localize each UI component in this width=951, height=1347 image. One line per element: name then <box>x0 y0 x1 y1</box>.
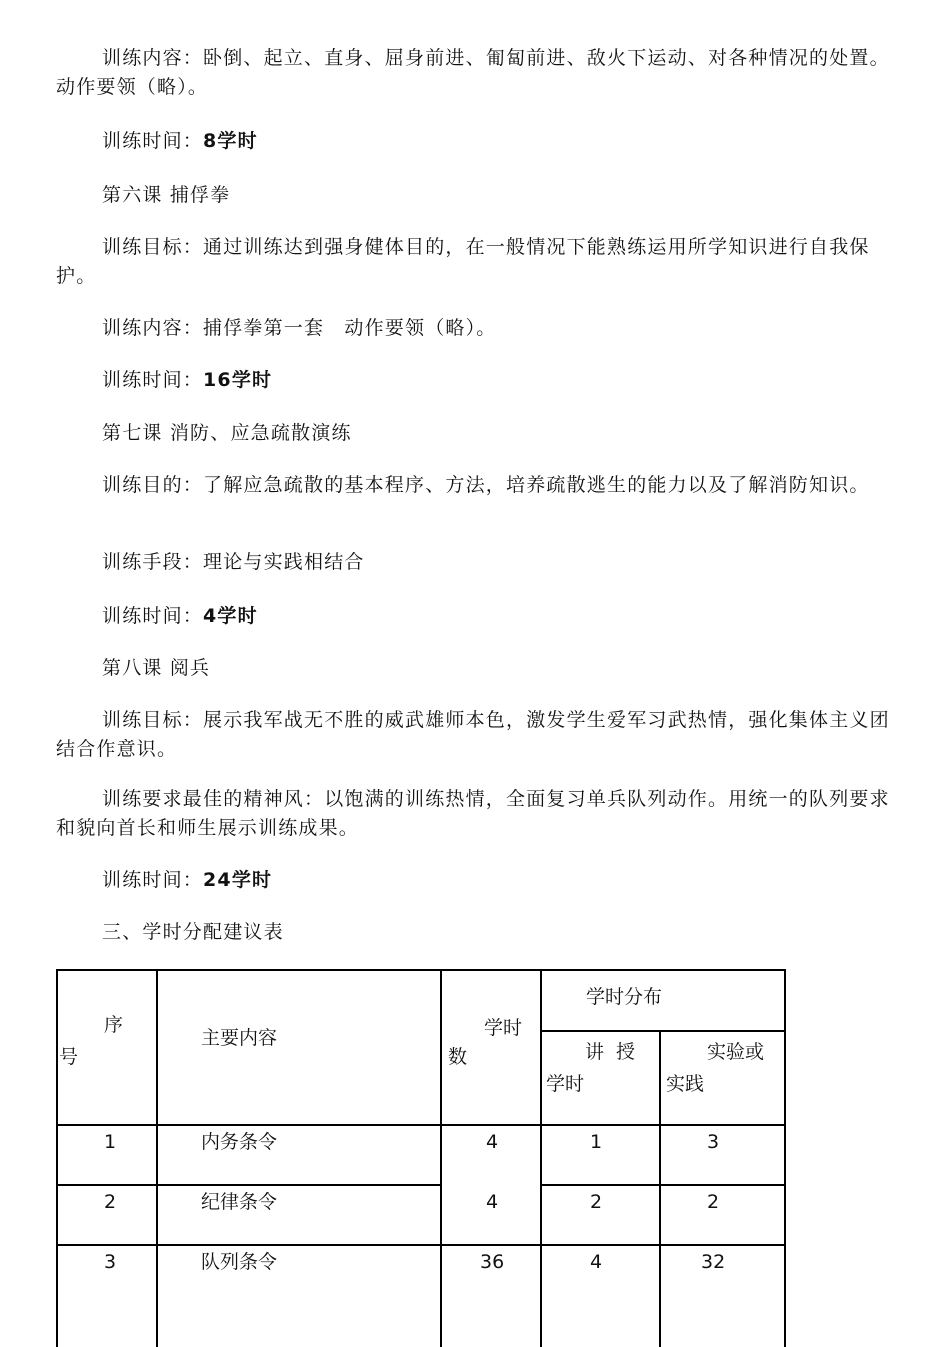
paragraph-training-content-6 <box>56 314 896 343</box>
table-border-top <box>56 969 786 971</box>
header-content: 主要内容 <box>201 1027 278 1049</box>
lesson-7-title <box>56 419 896 448</box>
time-value: 24学时 <box>203 869 273 891</box>
paragraph-training-time-6 <box>56 366 896 395</box>
table-col-divider <box>540 969 542 1347</box>
paragraph-text: 训练内容：卧倒、起立、直身、屈身前进、匍匐前进、敌火下运动、对各种情况的处置。动作要领（略）。 <box>56 47 890 98</box>
paragraph-text: 训练手段：理论与实践相结合 <box>102 551 365 573</box>
header-hours-line1: 学时 <box>484 1017 523 1039</box>
paragraph-text: 训练目标：展示我军战无不胜的威武雄师本色，激发学生爱军习武热情，强化集体主义团结合作意识。 <box>56 709 890 760</box>
header-hours-line2: 数 <box>448 1046 468 1068</box>
paragraph-training-purpose-7 <box>56 471 896 500</box>
table-row-line <box>56 1244 786 1246</box>
row-2-seq: 2 <box>104 1191 117 1213</box>
hours-allocation-table <box>56 969 786 1347</box>
row-2-hours: 4 <box>486 1191 499 1213</box>
row-3-practice: 32 <box>701 1251 726 1273</box>
header-lecture-line1: 讲 授 <box>585 1041 636 1063</box>
paragraph-training-means-7 <box>56 548 896 577</box>
lesson-6-title <box>56 181 896 210</box>
header-practice-line2: 实践 <box>666 1073 705 1095</box>
paragraph-training-time-7 <box>56 602 896 631</box>
row-3-seq: 3 <box>104 1251 117 1273</box>
time-value: 8学时 <box>203 130 258 152</box>
table-col-divider <box>659 1030 661 1347</box>
time-value: 4学时 <box>203 605 258 627</box>
row-3-hours: 36 <box>480 1251 505 1273</box>
paragraph-training-requirement-8 <box>56 785 896 843</box>
row-2-practice: 2 <box>707 1191 720 1213</box>
row-3-lecture: 4 <box>590 1251 603 1273</box>
header-seq-line1: 序 <box>104 1014 124 1036</box>
time-label: 训练时间： <box>102 605 204 627</box>
row-1-content: 内务条令 <box>201 1131 278 1153</box>
time-label: 训练时间： <box>102 369 204 391</box>
table-border-left <box>56 969 58 1347</box>
paragraph-training-time-8 <box>56 866 896 895</box>
table-col-divider <box>440 969 442 1347</box>
table-header-bottom-line <box>56 1124 786 1126</box>
lesson-title-text: 第六课 捕俘拳 <box>102 184 231 206</box>
header-hours-distribution: 学时分布 <box>586 986 663 1008</box>
paragraph-text: 训练要求最佳的精神风：以饱满的训练热情，全面复习单兵队列动作。用统一的队列要求和貌向首长和师生展示训练成果。 <box>56 788 890 839</box>
paragraph-training-content-1 <box>56 44 896 102</box>
lesson-title-text: 第七课 消防、应急疏散演练 <box>102 422 352 444</box>
paragraph-text: 训练内容：捕俘拳第一套 动作要领（略）。 <box>102 317 497 339</box>
lesson-8-title <box>56 654 896 683</box>
time-label: 训练时间： <box>102 130 204 152</box>
table-subheader-line <box>540 1030 786 1032</box>
paragraph-training-goal-8 <box>56 706 896 764</box>
row-3-content: 队列条令 <box>201 1251 278 1273</box>
row-1-seq: 1 <box>104 1131 117 1153</box>
section-heading-text: 三、学时分配建议表 <box>102 921 284 943</box>
row-1-lecture: 1 <box>590 1131 603 1153</box>
time-label: 训练时间： <box>102 869 204 891</box>
lesson-title-text: 第八课 阅兵 <box>102 657 211 679</box>
paragraph-text: 训练目的：了解应急疏散的基本程序、方法，培养疏散逃生的能力以及了解消防知识。 <box>102 474 870 496</box>
table-border-right <box>784 969 786 1347</box>
row-1-practice: 3 <box>707 1131 720 1153</box>
paragraph-training-time-1 <box>56 127 896 156</box>
row-2-content: 纪律条令 <box>201 1191 278 1213</box>
section-3-heading <box>56 918 896 947</box>
row-1-hours: 4 <box>486 1131 499 1153</box>
paragraph-text: 训练目标：通过训练达到强身健体目的，在一般情况下能熟练运用所学知识进行自我保护。 <box>56 236 870 287</box>
header-seq-line2: 号 <box>59 1046 79 1068</box>
paragraph-training-goal-6 <box>56 233 896 291</box>
time-value: 16学时 <box>203 369 273 391</box>
header-lecture-line2: 学时 <box>546 1073 585 1095</box>
table-row-line <box>540 1184 786 1186</box>
table-col-divider <box>156 969 158 1347</box>
header-practice-line1: 实验或 <box>707 1041 765 1063</box>
row-2-lecture: 2 <box>590 1191 603 1213</box>
